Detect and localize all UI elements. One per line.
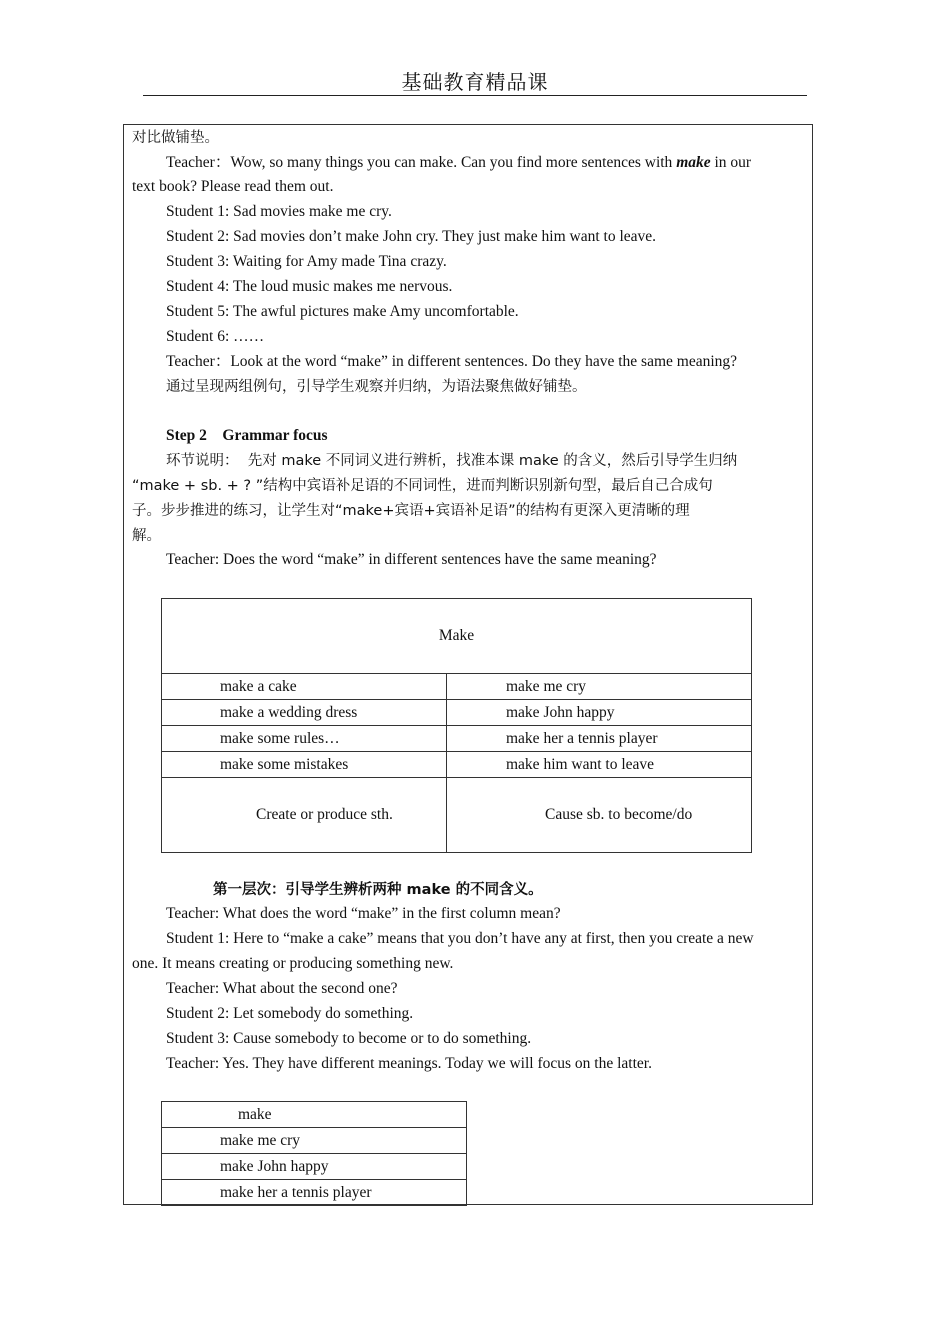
student-line: Student 5: The awful pictures make Amy uncomfortable. bbox=[166, 303, 519, 320]
table-cell: make him want to leave bbox=[447, 752, 752, 778]
text-line: 对比做铺垫。 bbox=[132, 130, 219, 146]
table-cell: make bbox=[162, 1102, 467, 1128]
table-row bbox=[162, 1154, 467, 1180]
teacher-line: Teacher: Does the word “make” in different sentences have the same meaning? bbox=[166, 551, 657, 568]
table-row bbox=[162, 1128, 467, 1154]
table-cell: make some rules… bbox=[162, 726, 447, 752]
text-line: one. It means creating or producing something new. bbox=[132, 955, 454, 972]
emphasis-word: make bbox=[676, 154, 711, 171]
table-row bbox=[162, 700, 752, 726]
student-line: Student 6: …… bbox=[166, 328, 265, 345]
table-cell: make me cry bbox=[162, 1128, 467, 1154]
table-row bbox=[162, 1102, 467, 1128]
table-cell: make a cake bbox=[162, 674, 447, 700]
teacher-line: Teacher：Look at the word “make” in different sentences. Do they have the same meaning? bbox=[166, 353, 738, 370]
student-line: Student 2: Let somebody do something. bbox=[166, 1005, 414, 1022]
student-line: Student 3: Cause somebody to become or to do something. bbox=[166, 1030, 532, 1047]
student-line: Student 2: Sad movies don’t make John cry. They just make him want to leave. bbox=[166, 228, 657, 245]
description-line: 子。步步推进的练习，让学生对“make+宾语+宾语补足语”的结构有更深入更清晰的理 bbox=[132, 503, 690, 519]
student-line: Student 4: The loud music makes me nervous. bbox=[166, 278, 453, 295]
teacher-line: Teacher: What about the second one? bbox=[166, 980, 398, 997]
table-footer-cell: Cause sb. to become/do bbox=[447, 778, 752, 853]
step-heading: Step 2 Grammar focus bbox=[166, 427, 328, 444]
table-cell: make her a tennis player bbox=[447, 726, 752, 752]
table-row bbox=[162, 726, 752, 752]
header-title: 基础教育精品课 bbox=[401, 70, 549, 94]
page-header bbox=[143, 62, 807, 96]
text-line: text book? Please read them out. bbox=[132, 178, 334, 195]
student-line: Student 1: Sad movies make me cry. bbox=[166, 203, 392, 220]
teacher-line bbox=[166, 153, 751, 173]
table-cell: make some mistakes bbox=[162, 752, 447, 778]
student-line: Student 3: Waiting for Amy made Tina crazy. bbox=[166, 253, 447, 270]
note-line: 通过呈现两组例句，引导学生观察并归纳，为语法聚焦做好铺垫。 bbox=[166, 379, 587, 395]
student-line: Student 1: Here to “make a cake” means that you don’t have any at first, then you create a new bbox=[166, 930, 754, 947]
make-example-table bbox=[161, 1101, 467, 1206]
description-line: “make + sb. + ? ”结构中宾语补足语的不同词性，进而判断识别新句型，最后自己合成句 bbox=[132, 478, 713, 494]
table-row bbox=[162, 674, 752, 700]
table-cell: make a wedding dress bbox=[162, 700, 447, 726]
table-cell: make John happy bbox=[162, 1154, 467, 1180]
text-fragment: Teacher：Wow, so many things you can make. Can you find more sentences with bbox=[166, 154, 677, 171]
text-fragment: in our bbox=[710, 154, 752, 171]
level-heading: 第一层次：引导学生辨析两种 make 的不同含义。 bbox=[213, 882, 543, 898]
table-cell: make John happy bbox=[447, 700, 752, 726]
description-line: 解。 bbox=[132, 528, 161, 544]
table-footer-cell: Create or produce sth. bbox=[162, 778, 447, 853]
table-row bbox=[162, 1180, 467, 1206]
make-meaning-table bbox=[161, 598, 752, 853]
teacher-line: Teacher: What does the word “make” in the first column mean? bbox=[166, 905, 561, 922]
teacher-line: Teacher: Yes. They have different meanings. Today we will focus on the latter. bbox=[166, 1055, 652, 1072]
table-cell: make her a tennis player bbox=[162, 1180, 467, 1206]
description-line: 环节说明： 先对 make 不同词义进行辨析，找准本课 make 的含义，然后引导学生归纳 bbox=[166, 453, 738, 469]
table-cell: make me cry bbox=[447, 674, 752, 700]
table-header: Make bbox=[162, 599, 752, 674]
table-row bbox=[162, 752, 752, 778]
